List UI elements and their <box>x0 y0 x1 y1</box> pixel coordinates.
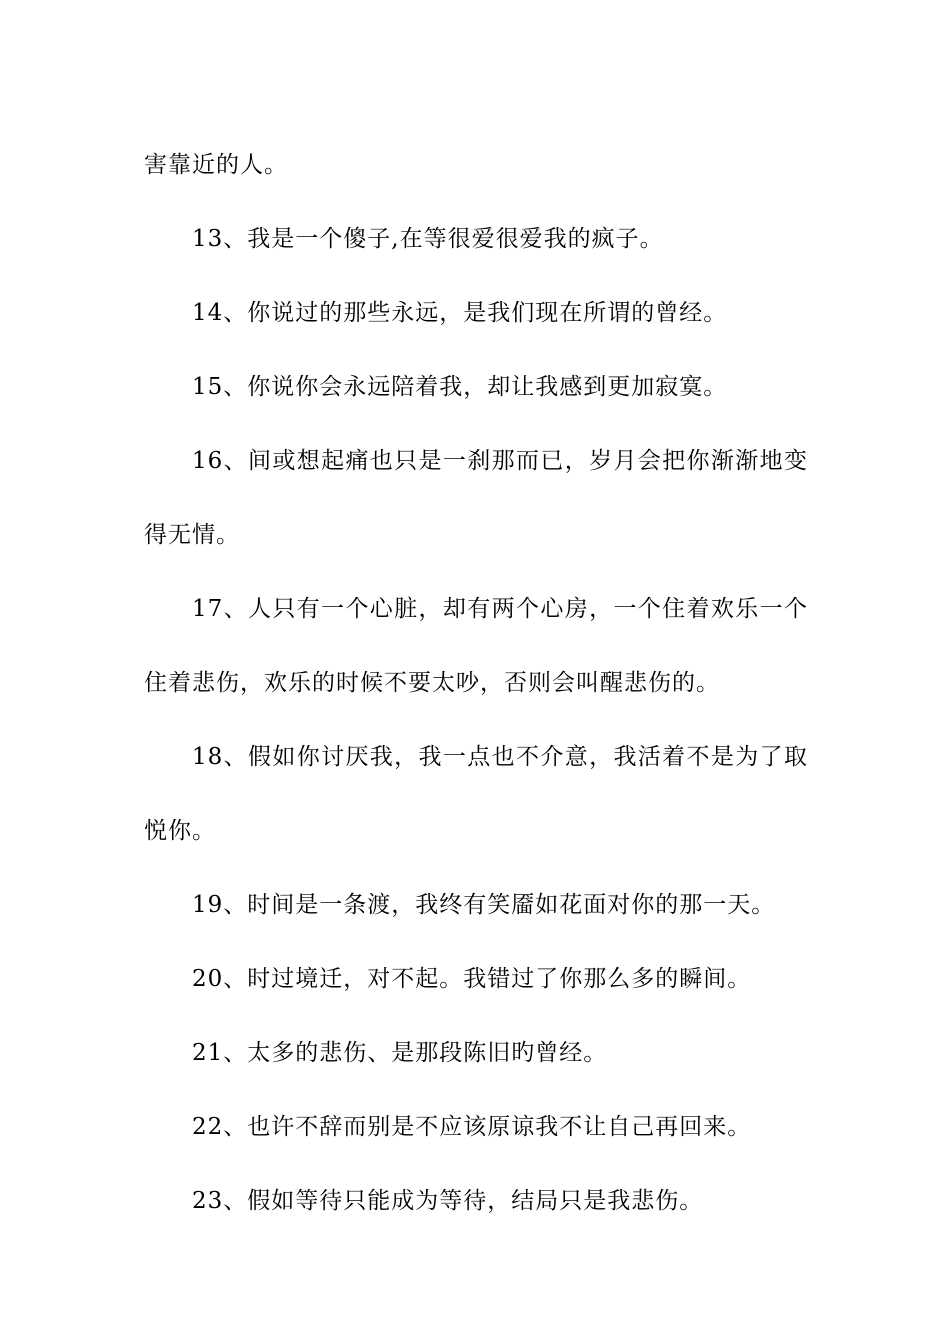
paragraph-item-19: 19、时间是一条渡，我终有笑靥如花面对你的那一天。 <box>192 892 776 918</box>
paragraph-item-15: 15、你说你会永远陪着我，却让我感到更加寂寞。 <box>192 374 728 400</box>
paragraph-item-23: 23、假如等待只能成为等待，结局只是我悲伤。 <box>192 1188 704 1214</box>
paragraph-item-20: 20、时过境迁，对不起。我错过了你那么多的瞬间。 <box>192 966 752 992</box>
document-body <box>144 128 808 1238</box>
paragraph-item-22: 22、也许不辞而别是不应该原谅我不让自己再回来。 <box>192 1114 752 1140</box>
paragraph-item-16: 16、间或想起痛也只是一刹那而已，岁月会把你渐渐地变得无情。 <box>144 448 808 548</box>
paragraph-continuation: 害靠近的人。 <box>144 152 288 178</box>
paragraph-item-13: 13、我是一个傻子,在等很爱很爱我的疯子。 <box>192 226 664 252</box>
paragraph-item-18: 18、假如你讨厌我，我一点也不介意，我活着不是为了取悦你。 <box>144 744 808 844</box>
paragraph-item-14: 14、你说过的那些永远，是我们现在所谓的曾经。 <box>192 300 728 326</box>
paragraph-item-17: 17、人只有一个心脏，却有两个心房，一个住着欢乐一个住着悲伤，欢乐的时候不要太吵，否则会叫醒悲伤的。 <box>144 596 808 696</box>
paragraph-item-21: 21、太多的悲伤、是那段陈旧旳曾经。 <box>192 1040 608 1066</box>
